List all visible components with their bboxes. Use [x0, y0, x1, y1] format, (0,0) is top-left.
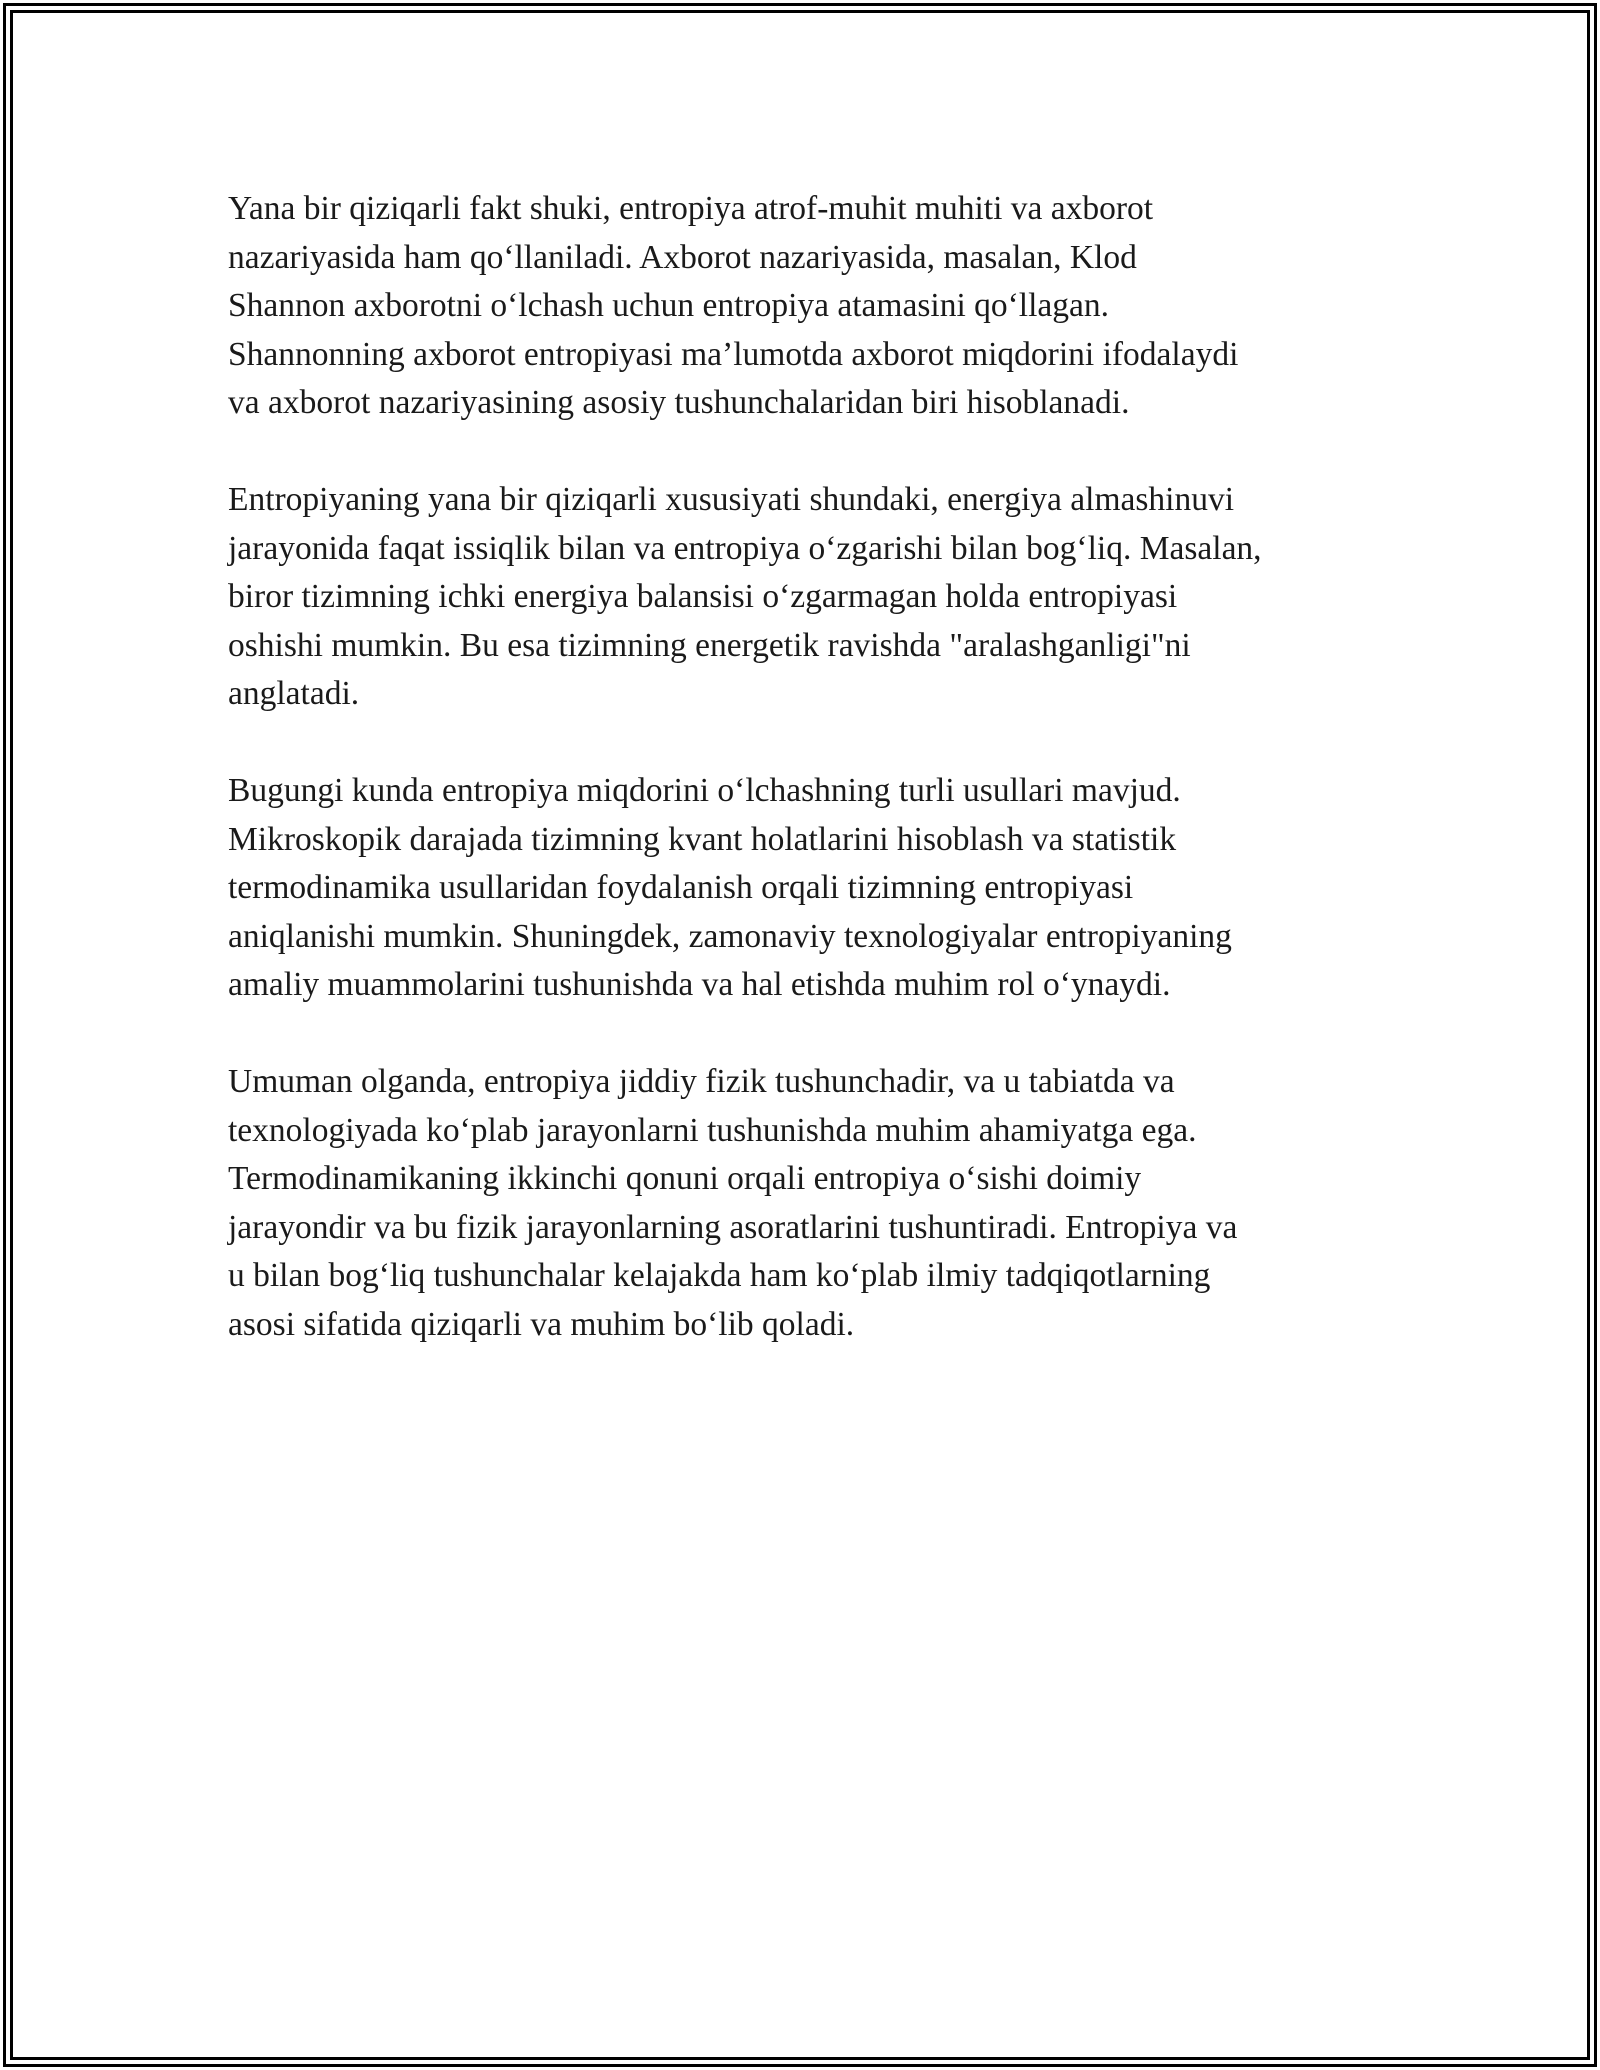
text-line: Entropiyaning yana bir qiziqarli xususiyati shundaki, energiya almashinuvi	[228, 481, 1235, 518]
text-line: aniqlanishi mumkin. Shuningdek, zamonaviy texnologiyalar entropiyaning	[228, 917, 1232, 955]
text-line: Termodinamikaning ikkinchi qonuni orqali entropiya o‘sishi doimiy	[228, 1160, 1142, 1197]
text-line: Mikroskopik darajada tizimning kvant holatlarini hisoblash va statistik	[228, 820, 1177, 858]
text-line: biror tizimning ichki energiya balansisi o‘zgarmagan holda entropiyasi	[228, 578, 1178, 615]
paragraph	[228, 767, 1388, 1010]
text-line: va axborot nazariyasining asosiy tushunchalaridan biri hisoblanadi.	[228, 384, 1130, 421]
text-line: Shannon axborotni o‘lchash uchun entropiya atamasini qo‘llagan.	[228, 287, 1110, 324]
text-line: amaliy muammolarini tushunishda va hal etishda muhim rol o‘ynaydi.	[228, 966, 1171, 1003]
paragraph	[228, 1058, 1388, 1349]
text-line: Shannonning axborot entropiyasi ma’lumotda axborot miqdorini ifodalaydi	[228, 335, 1239, 373]
text-line: jarayondir va bu fizik jarayonlarning asoratlarini tushuntiradi. Entropiya va	[228, 1208, 1238, 1246]
text-line: texnologiyada ko‘plab jarayonlarni tushunishda muhim ahamiyatga ega.	[228, 1111, 1197, 1149]
text-line: Yana bir qiziqarli fakt shuki, entropiya atrof-muhit muhiti va axborot	[228, 190, 1154, 227]
paragraph	[228, 476, 1388, 719]
text-line: oshishi mumkin. Bu esa tizimning energetik ravishda "aralashganligi"ni	[228, 626, 1191, 664]
text-line: nazariyasida ham qo‘llaniladi. Axborot nazariyasida, masalan, Klod	[228, 238, 1137, 276]
text-line: termodinamika usullaridan foydalanish orqali tizimning entropiyasi	[228, 869, 1134, 906]
text-line: asosi sifatida qiziqarli va muhim bo‘lib qoladi.	[228, 1305, 855, 1343]
text-line: Bugungi kunda entropiya miqdorini o‘lchashning turli usullari mavjud.	[228, 772, 1181, 809]
text-line: u bilan bog‘liq tushunchalar kelajakda ham ko‘plab ilmiy tadqiqotlarning	[228, 1257, 1211, 1294]
text-line: anglatadi.	[228, 675, 360, 712]
text-line: Umuman olganda, entropiya jiddiy fizik tushunchadir, va u tabiatda va	[228, 1063, 1175, 1100]
document-body	[228, 185, 1388, 1398]
paragraph	[228, 185, 1388, 428]
text-line: jarayonida faqat issiqlik bilan va entropiya o‘zgarishi bilan bog‘liq. Masalan,	[228, 529, 1262, 567]
